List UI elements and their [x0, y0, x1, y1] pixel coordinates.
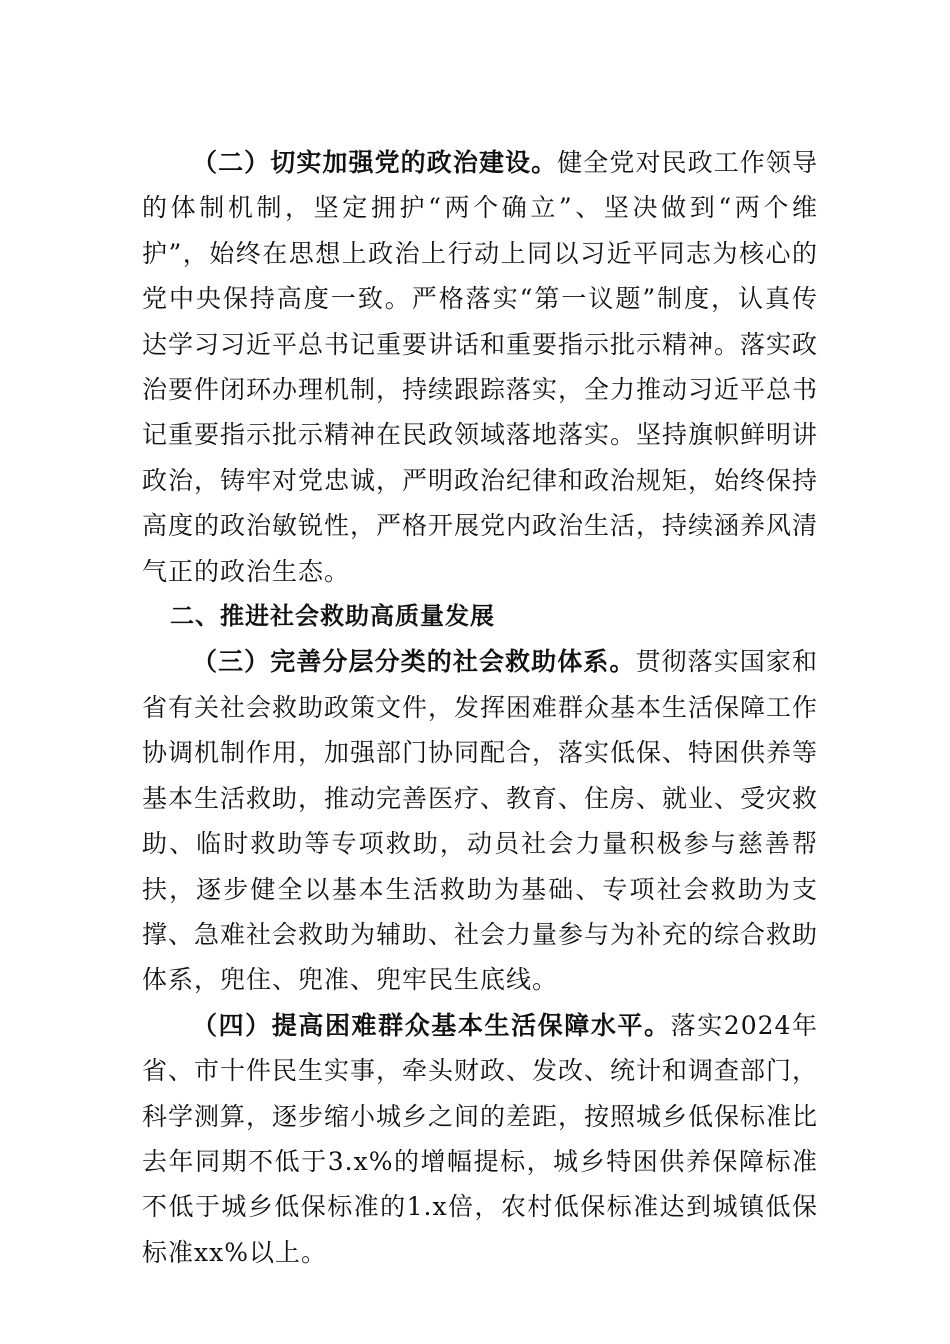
paragraph-text: 贯彻落实国家和省有关社会救助政策文件，发挥困难群众基本生活保障工作协调机制作用，加强部门协同配合，落实低保、特困供养等基本生活救助，推动完善医疗、教育、住房、就业、受灾救助、临时救助等专项救助，动员社会力量积极参与慈善帮扶，逐步健全以基本生活救助为基础、专项社会救助为支撑、急难社会救助为辅助、社会力量参与为补充的综合救助体系，兜住、兜准、兜牢民生底线。 — [142, 647, 819, 995]
paragraph-lead: （三）完善分层分类的社会救助体系。 — [192, 647, 636, 677]
paragraph-text: 落实2024年省、市十件民生实事，牵头财政、发改、统计和调查部门，科学测算，逐步缩小城乡之间的差距，按照城乡低保标准比去年同期不低于3.x%的增幅提标，城乡特困供养保障标准不低于城乡低保标准的1.x倍，农村低保标准达到城镇低保标准xx%以上。 — [142, 1010, 819, 1267]
paragraph-social-assistance-system — [142, 639, 818, 1002]
paragraph-lead: （二）切实加强党的政治建设。 — [192, 148, 558, 177]
section-heading: 二、推进社会救助高质量发展 — [170, 602, 495, 631]
paragraph-text: 健全党对民政工作领导的体制机制，坚定拥护“两个确立”、坚决做到“两个维护”，始终在思想上政治上行动上同以习近平同志为核心的党中央保持高度一致。严格落实“第一议题”制度，认真传达学习习近平总书记重要讲话和重要指示批示精神。落实政治要件闭环办理机制，持续跟踪落实，全力推动习近平总书记重要指示批示精神在民政领域落地落实。坚持旗帜鲜明讲政治，铸牢对党忠诚，严明政治纪律和政治规矩，始终保持高度的政治敏锐性，严格开展党内政治生活，持续涵养风清气正的政治生态。 — [142, 148, 819, 586]
document-body — [142, 140, 818, 1275]
paragraph-living-security-level — [142, 1003, 818, 1275]
paragraph-lead: （四）提高困难群众基本生活保障水平。 — [192, 1010, 671, 1040]
paragraph-political-building — [142, 140, 818, 594]
